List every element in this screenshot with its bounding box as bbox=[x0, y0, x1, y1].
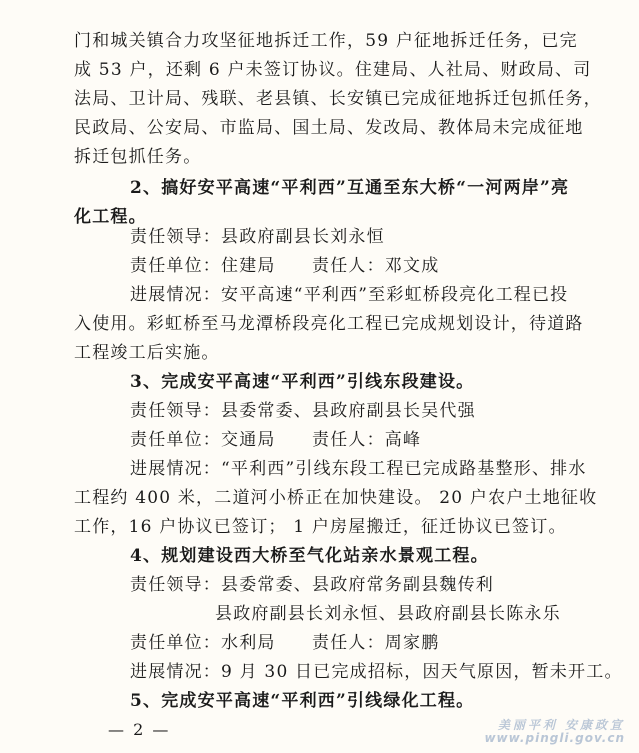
paragraph-line: 县政府副县长刘永恒、县政府副县长陈永乐 bbox=[215, 604, 561, 624]
section-heading-line: 5、完成安平高速“平利西”引线绿化工程。 bbox=[130, 691, 475, 711]
paragraph-line: 进展情况：“平利西”引线东段工程已完成路基整形、排水 bbox=[130, 459, 587, 479]
paragraph-line: 成 53 户，还剩 6 户未签订协议。住建局、人社局、财政局、司 bbox=[74, 60, 592, 80]
paragraph-line: 进展情况：9 月 30 日已完成招标，因天气原因，暂未开工。 bbox=[130, 662, 623, 682]
paragraph-line: 法局、卫计局、残联、老县镇、长安镇已完成征地拆迁包抓任务， bbox=[74, 89, 602, 109]
paragraph-line: 工程约 400 米，二道河小桥正在加快建设。 20 户农户土地征收 bbox=[74, 488, 598, 508]
paragraph-line: 民政局、公安局、市监局、国土局、发改局、教体局未完成征地 bbox=[74, 118, 584, 138]
site-watermark bbox=[484, 719, 625, 745]
paragraph-line: 责任领导：县委常委、县政府常务副县魏传利 bbox=[130, 575, 494, 595]
watermark-url: www.pingli.gov.cn bbox=[484, 731, 625, 745]
section-heading-line: 2、搞好安平高速“平利西”互通至东大桥“一河两岸”亮 bbox=[130, 178, 570, 198]
section-heading-line: 化工程。 bbox=[74, 207, 147, 227]
paragraph-line: 拆迁包抓任务。 bbox=[74, 147, 202, 167]
paragraph-line: 责任单位：住建局 责任人：邓文成 bbox=[130, 256, 440, 276]
paragraph-line: 工作，16 户协议已签订； 1 户房屋搬迁，征迁协议已签订。 bbox=[74, 517, 567, 537]
paragraph-line: 责任单位：水利局 责任人：周家鹏 bbox=[130, 633, 440, 653]
page-number: — 2 — bbox=[108, 720, 171, 739]
paragraph-line: 门和城关镇合力攻坚征地拆迁工作，59 户征地拆迁任务，已完 bbox=[74, 31, 578, 51]
paragraph-line: 入使用。彩虹桥至马龙潭桥段亮化工程已完成规划设计，待道路 bbox=[74, 314, 584, 334]
paragraph-line: 工程竣工后实施。 bbox=[74, 343, 220, 363]
paragraph-line: 进展情况：安平高速“平利西”至彩虹桥段亮化工程已投 bbox=[130, 285, 569, 305]
section-heading-line: 4、规划建设西大桥至气化站亲水景观工程。 bbox=[130, 546, 489, 566]
paragraph-line: 责任领导：县委常委、县政府副县长吴代强 bbox=[130, 401, 476, 421]
section-heading-line: 3、完成安平高速“平利西”引线东段建设。 bbox=[130, 372, 475, 392]
paragraph-line: 责任单位：交通局 责任人：高峰 bbox=[130, 430, 422, 450]
watermark-name: 美丽平利 安康政宣 bbox=[497, 718, 625, 732]
paragraph-line: 责任领导：县政府副县长刘永恒 bbox=[130, 227, 385, 247]
